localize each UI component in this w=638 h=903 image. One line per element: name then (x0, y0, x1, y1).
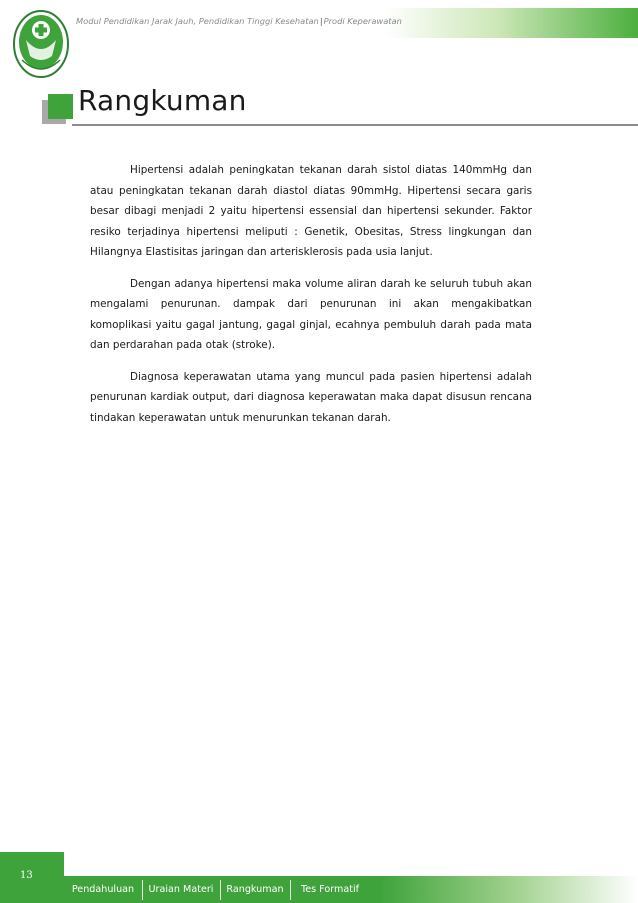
title-square-green-icon (48, 94, 73, 119)
paragraph-2: Dengan adanya hipertensi maka volume aliran darah ke seluruh tubuh akan mengalami penurunan. dampak dari penurunan ini akan mengakibatkan komoplikasi yaitu gagal jantung, gagal ginjal, ecahnya pembuluh darah pada mata dan perdarahan pada otak (stroke). (90, 277, 532, 351)
header-running-title (76, 16, 402, 26)
nav-tes-formatif[interactable]: Tes Formatif (300, 884, 360, 895)
title-divider (72, 124, 638, 126)
nav-rangkuman[interactable]: Rangkuman (226, 884, 284, 895)
page-number: 13 (20, 870, 33, 881)
paragraph-3: Diagnosa keperawatan utama yang muncul pada pasien hipertensi adalah penurunan kardiak output, dari diagnosa keperawatan maka dapat disusun rencana tindakan keperawatan untuk menurunkan tekanan darah. (90, 370, 532, 424)
summary-content (90, 160, 532, 439)
bakti-husada-logo (12, 6, 70, 78)
section-title: Rangkuman (78, 84, 247, 117)
header-separator: | (319, 16, 323, 26)
nav-uraian-materi[interactable]: Uraian Materi (148, 884, 214, 895)
paragraph-1: Hipertensi adalah peningkatan tekanan darah sistol diatas 140mmHg dan atau peningkatan tekanan darah diastol diatas 90mmHg. Hipertensi secara garis besar dibagi menjadi 2 yaitu hipertensi essensial dan hipertensi sekunder. Faktor resiko terjadinya hipertensi meliputi : Genetik, Obesitas, Stress lingkungan dan Hilangnya Elastisitas jaringan dan arterisklerosis pada usia lanjut. (90, 164, 532, 258)
bakti-husada-logo-icon (12, 6, 70, 78)
module-title: Modul Pendidikan Jarak Jauh, Pendidikan Tinggi Kesehatan (76, 16, 319, 26)
nav-pendahuluan[interactable]: Pendahuluan (71, 884, 135, 895)
program-name: Prodi Keperawatan (323, 16, 402, 26)
